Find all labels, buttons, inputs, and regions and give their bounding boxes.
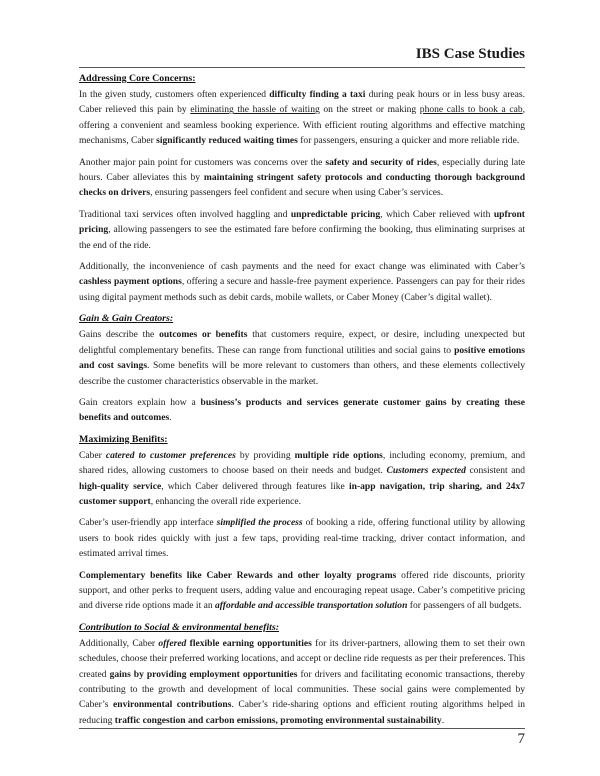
header-title: IBS Case Studies [415, 46, 525, 62]
paragraph: Caber catered to customer preferences by providing multiple ride options, including economy, premium, and shared rides, allowing customers to choose based on their needs and budget. Customers expected consistent and high-quality service, which Caber delivered through features like in-app navigation, trip sharing, and 24x7 customer support, enhancing the overall ride experience. [79, 449, 526, 507]
paragraph: Additionally, Caber offered flexible earning opportunities for its driver-partners, allowing them to set their own schedules, choose their preferred working locations, and accept or decline ride requests as per their preferences. This created gains by providing employment opportunities for drivers and facilitating economic transactions, thereby contributing to the growth and development of local communities. These social gains were complemented by Caber’s environmental contributions. Caber’s ride-sharing options and efficient routing algorithms helped in reducing traffic congestion and carbon emissions, promoting environmental sustainability. [79, 637, 526, 726]
paragraph: Complementary benefits like Caber Rewards and other loyalty programs offered ride discounts, priority support, and other perks to frequent users, adding value and encouraging repeat usage. Caber’s competitive pricing and diverse ride options made it an affordable and accessible transportation solution for passengers of all budgets. [79, 569, 525, 612]
paragraph: Caber’s user-friendly app interface simplified the process of booking a ride, offering functional utility by allowing users to book rides quickly with just a few taps, providing real-time tracking, driver contact information, and estimated arrival times. [79, 517, 525, 560]
section-heading-core-concerns: Addressing Core Concerns: [79, 73, 196, 84]
section-heading-social-environmental: Contribution to Social & environmental benefits: [79, 621, 279, 633]
paragraph: Gains describe the outcomes or benefits that customers require, expect, or desire, including unexpected but delightful complementary benefits. These can range from functional utilities and social gains to positive emotions and cost savings. Some benefits will be more relevant to customers than others, and these elements collectively describe the customer characteristics observable in the market. [79, 329, 525, 387]
page-number: 7 [517, 731, 525, 747]
paragraph: Another major pain point for customers was concerns over the safety and security of rides, especially during late hours. Caber alleviates this by maintaining stringent safety protocols and conducting thorough background checks on drivers, ensuring passengers feel confident and secure when using Caber’s services. [79, 156, 526, 199]
section-heading-gain-creators: Gain & Gain Creators: [79, 313, 174, 325]
paragraph: Traditional taxi services often involved haggling and unpredictable pricing, which Caber relieved with upfront pricing, allowing passengers to see the estimated fare before confirming the booking, thus eliminating surprises at the end of the ride. [79, 208, 525, 251]
paragraph: In the given study, customers often experienced difficulty finding a taxi during peak hours or in less busy areas. Caber relieved this pain by eliminating the hassle of waiting on the street or making phone calls to book a cab, offering a convenient and seamless booking experience. With efficient routing algorithms and effective matching mechanisms, Caber significantly reduced waiting times for passengers, ensuring a quicker and more reliable ride. [79, 89, 526, 147]
paragraph: Gain creators explain how a business’s products and services generate customer gains by creating these benefits and outcomes. [79, 396, 526, 424]
page-header [79, 44, 525, 68]
document-body [79, 71, 525, 734]
section-heading-maximizing-benefits: Maximizing Benifits: [79, 433, 168, 445]
footer-divider [79, 728, 525, 729]
paragraph: Additionally, the inconvenience of cash payments and the need for exact change was eliminated with Caber’s cashless payment options, offering a secure and hassle-free payment experience. Passengers can pay for their rides using digital payment methods such as debit cards, mobile wallets, or Caber Money (Caber’s digital wallet). [79, 261, 525, 303]
